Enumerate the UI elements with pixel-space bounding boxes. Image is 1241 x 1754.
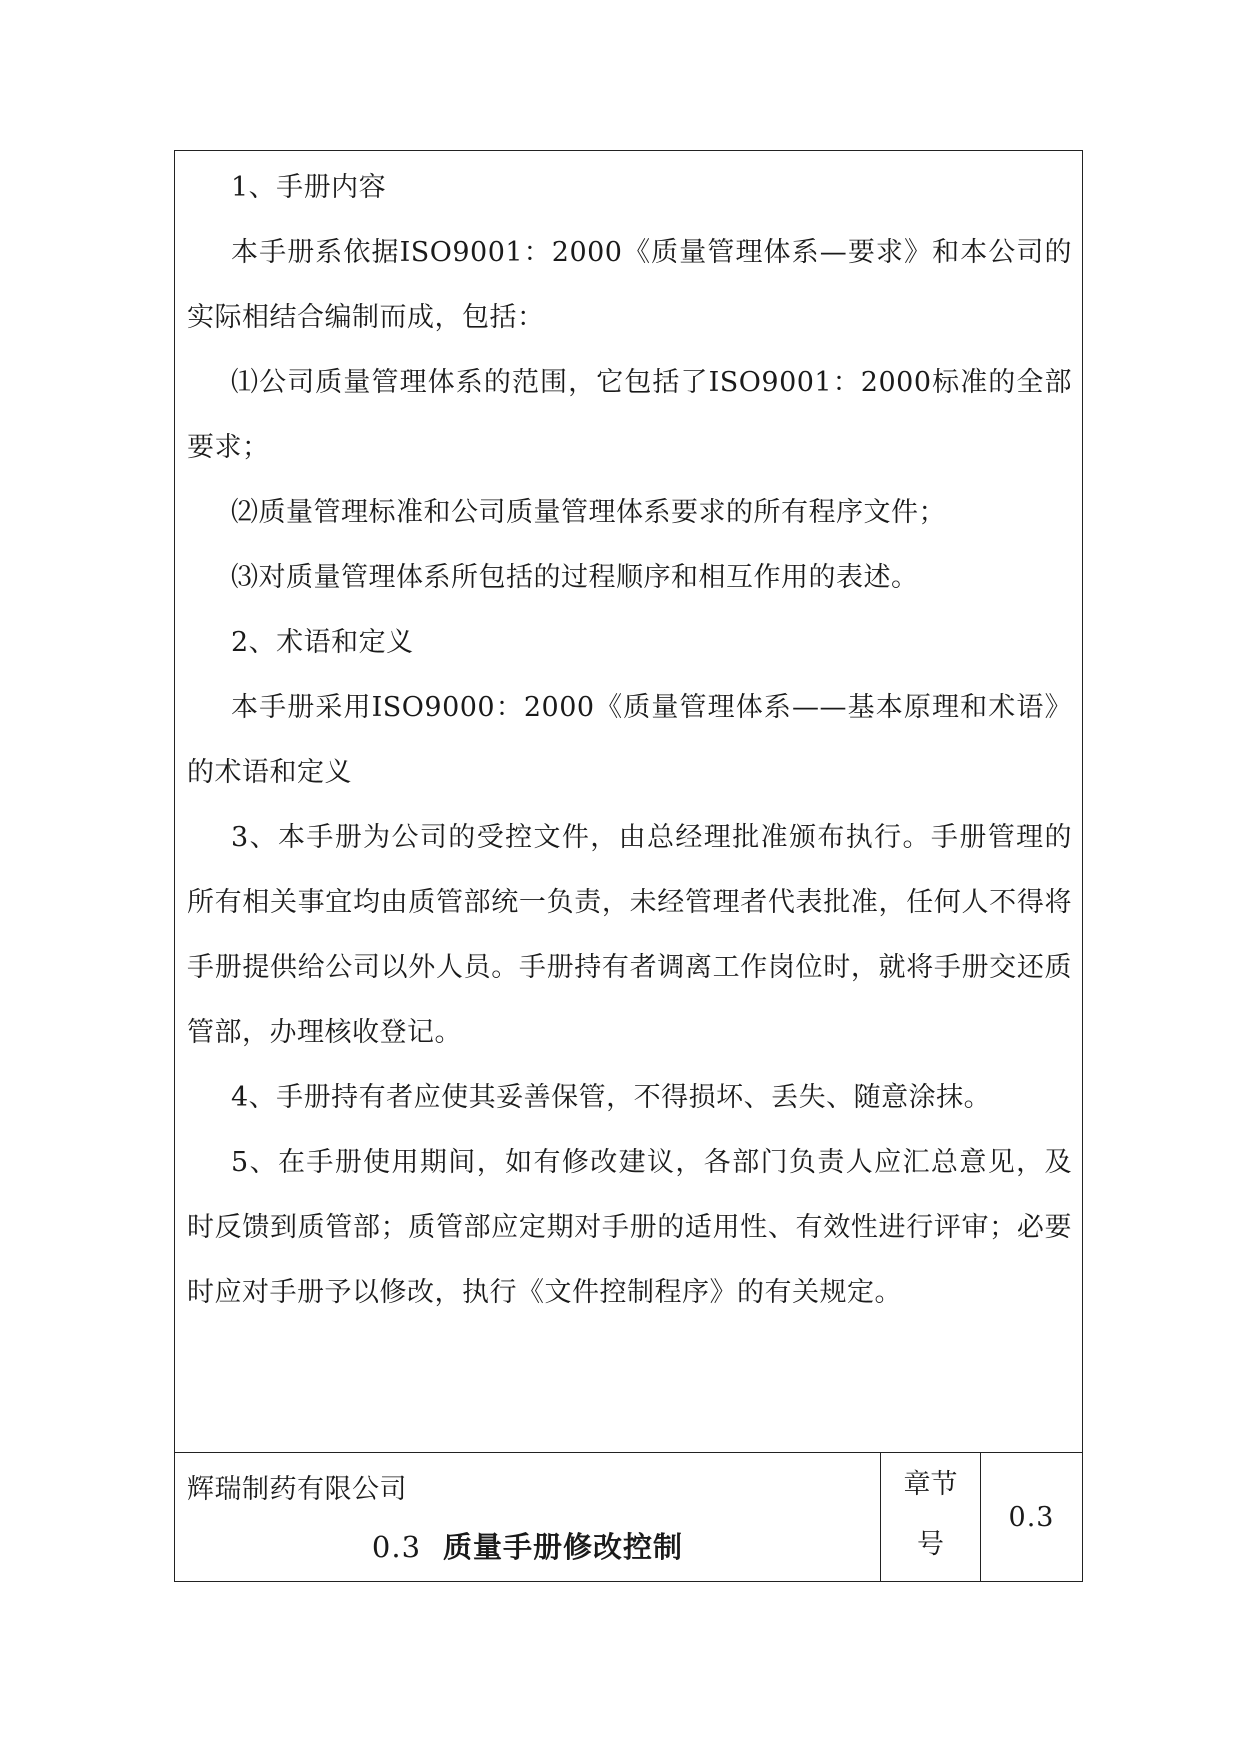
list-item-process-interaction: ⑶对质量管理体系所包括的过程顺序和相互作用的表述。 — [231, 562, 919, 593]
footer-title-cell — [175, 1453, 881, 1581]
paragraph-controlled-document: 3、本手册为公司的受控文件，由总经理批准颁布执行。手册管理的所有相关事宜均由质管部统一负责，未经管理者代表批准，任何人不得将手册提供给公司以外人员。手册持有者调离工作岗位时，就将手册交还质管部，办理核收登记。 — [187, 822, 1072, 1048]
paragraph-safekeeping: 4、手册持有者应使其妥善保管，不得损坏、丢失、随意涂抹。 — [231, 1082, 992, 1113]
section-title — [175, 1525, 880, 1566]
list-item-scope: ⑴公司质量管理体系的范围，它包括了ISO9001：2000标准的全部要求； — [187, 367, 1072, 463]
chapter-value: 0.3 — [1008, 1501, 1055, 1533]
list-item-procedures: ⑵质量管理标准和公司质量管理体系要求的所有程序文件； — [231, 497, 946, 528]
chapter-label-cell — [881, 1453, 981, 1581]
chapter-label-line2: 号 — [917, 1529, 944, 1560]
paragraph-terms-basis: 本手册采用ISO9000：2000《质量管理体系——基本原理和术语》的术语和定义 — [187, 692, 1072, 788]
content-cell — [175, 151, 1082, 1452]
company-name: 辉瑞制药有限公司 — [187, 1474, 407, 1505]
footer-row — [175, 1452, 1082, 1581]
paragraph-revision-suggestions: 5、在手册使用期间，如有修改建议，各部门负责人应汇总意见，及时反馈到质管部；质管部应定期对手册的适用性、有效性进行评审；必要时应对手册予以修改，执行《文件控制程序》的有关规定。 — [187, 1147, 1072, 1308]
section-number: 0.3 — [371, 1530, 422, 1564]
heading-terms-definitions: 2、术语和定义 — [231, 627, 414, 658]
section-title-text: 质量手册修改控制 — [443, 1530, 684, 1564]
chapter-value-cell — [981, 1453, 1082, 1581]
heading-manual-content: 1、手册内容 — [231, 172, 387, 203]
document-frame — [174, 150, 1083, 1582]
paragraph-manual-basis: 本手册系依据ISO9001：2000《质量管理体系—要求》和本公司的实际相结合编制而成，包括： — [187, 237, 1072, 333]
chapter-label-line1: 章节 — [903, 1469, 958, 1500]
